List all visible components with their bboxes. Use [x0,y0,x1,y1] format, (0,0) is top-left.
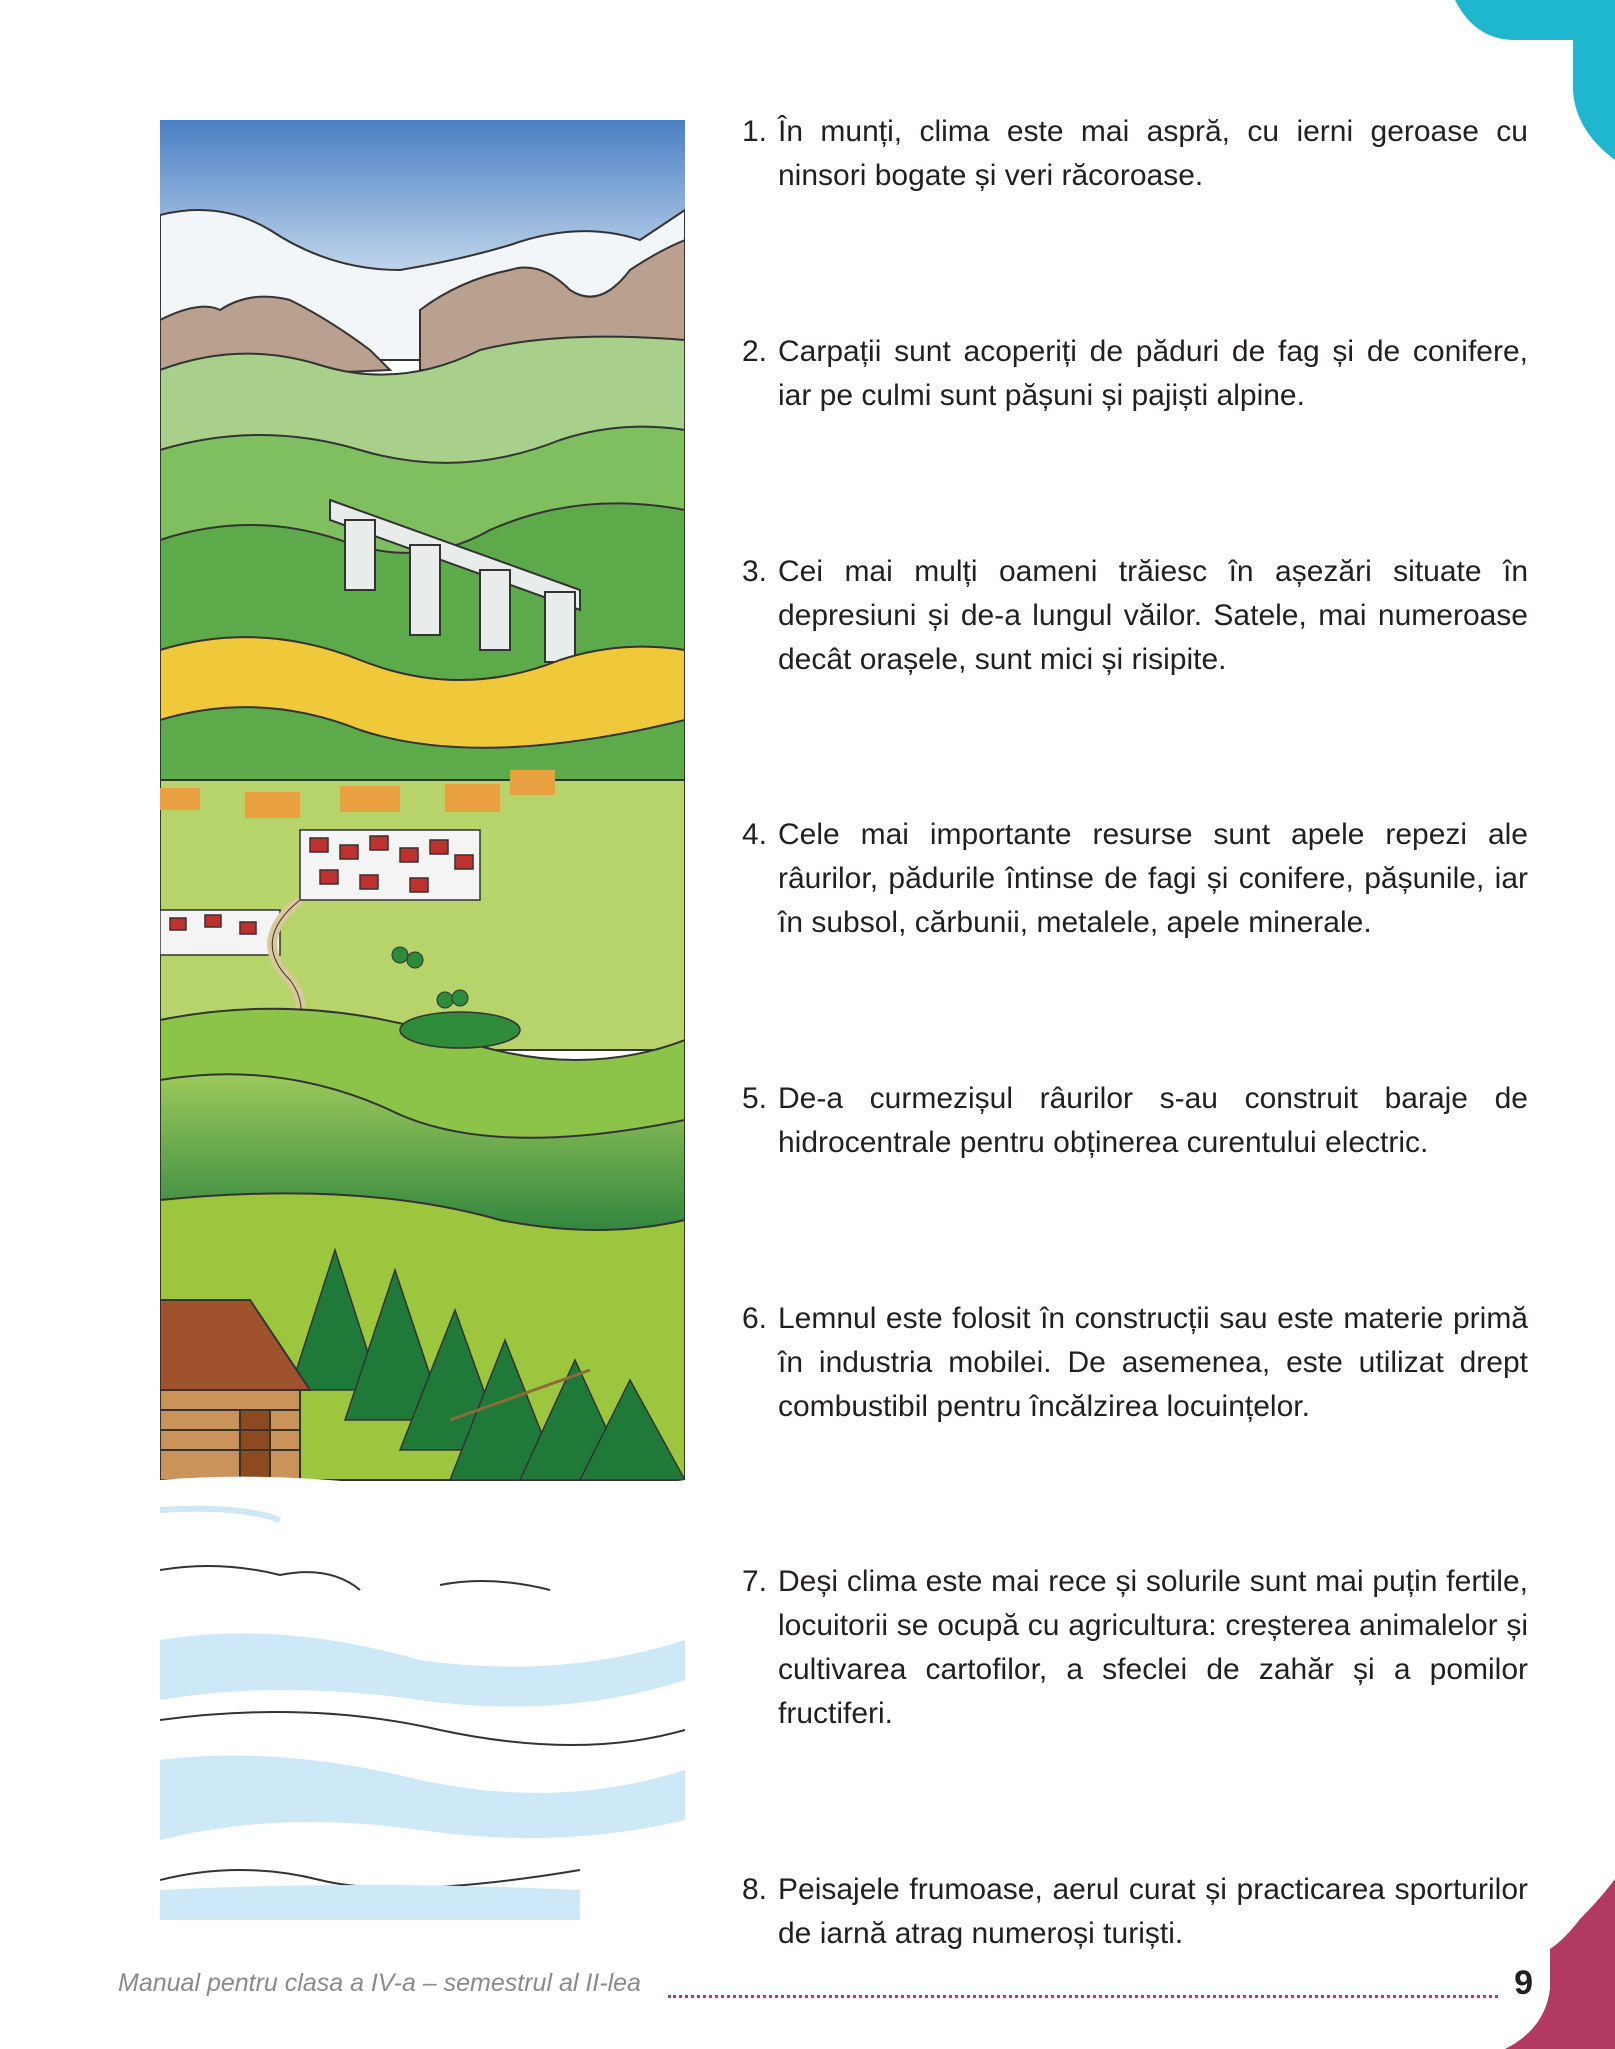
list-item-1 [742,110,1528,198]
item-number: 8. [742,1873,768,1906]
item-text: În munți, clima este mai aspră, cu ierni geroase cu ninsori bogate și veri răcoroase. [778,115,1528,192]
item-number: 3. [742,555,768,588]
page-number: 9 [1514,1964,1533,2002]
list-item-6 [742,1297,1528,1429]
item-text: Cele mai importante resurse sunt apele repezi ale râurilor, pădurile întinse de fagi și conifere, pășunile, iar în subsol, cărbunii, metalele, apele minerale. [778,818,1528,939]
item-text: Cei mai mulți oameni trăiesc în așezări situate în depresiuni și de-a lungul văilor. Satele, mai numeroase decât orașele, sunt mici și risipite. [778,555,1528,676]
item-text: Carpații sunt acoperiți de păduri de fag și de conifere, iar pe culmi sunt pășuni și pajiști alpine. [778,335,1528,412]
item-number: 7. [742,1565,768,1598]
list-item-8 [742,1868,1528,1956]
list-item-2 [742,330,1528,418]
mountain-landscape-illustration [160,120,685,1920]
item-text: De-a curmezișul râurilor s-au construit baraje de hidrocentrale pentru obținerea curentului electric. [778,1082,1528,1159]
footer-dotted-line [668,1995,1498,1998]
item-number: 6. [742,1302,768,1335]
list-item-5 [742,1077,1528,1165]
item-text: Lemnul este folosit în construcții sau este materie primă în industria mobilei. De asemenea, este utilizat drept combustibil pentru încălzirea locuințelor. [778,1302,1528,1423]
item-number: 2. [742,335,768,368]
footer-book-title: Manual pentru clasa a IV-a – semestrul al II-lea [118,1969,641,1997]
list-item-4 [742,813,1528,945]
item-number: 1. [742,115,768,148]
list-item-3 [742,550,1528,682]
page-footer [118,1969,1498,2009]
item-number: 5. [742,1082,768,1115]
item-text: Peisajele frumoase, aerul curat și practicarea sporturilor de iarnă atrag numeroși turiști. [778,1873,1528,1950]
list-item-7 [742,1560,1528,1736]
item-number: 4. [742,818,768,851]
item-text: Deși clima este mai rece și solurile sunt mai puțin fertile, locuitorii se ocupă cu agricultura: creșterea animalelor și cultivarea cartofilor, a sfeclei de zahăr și a pomilor fructiferi. [778,1565,1528,1730]
